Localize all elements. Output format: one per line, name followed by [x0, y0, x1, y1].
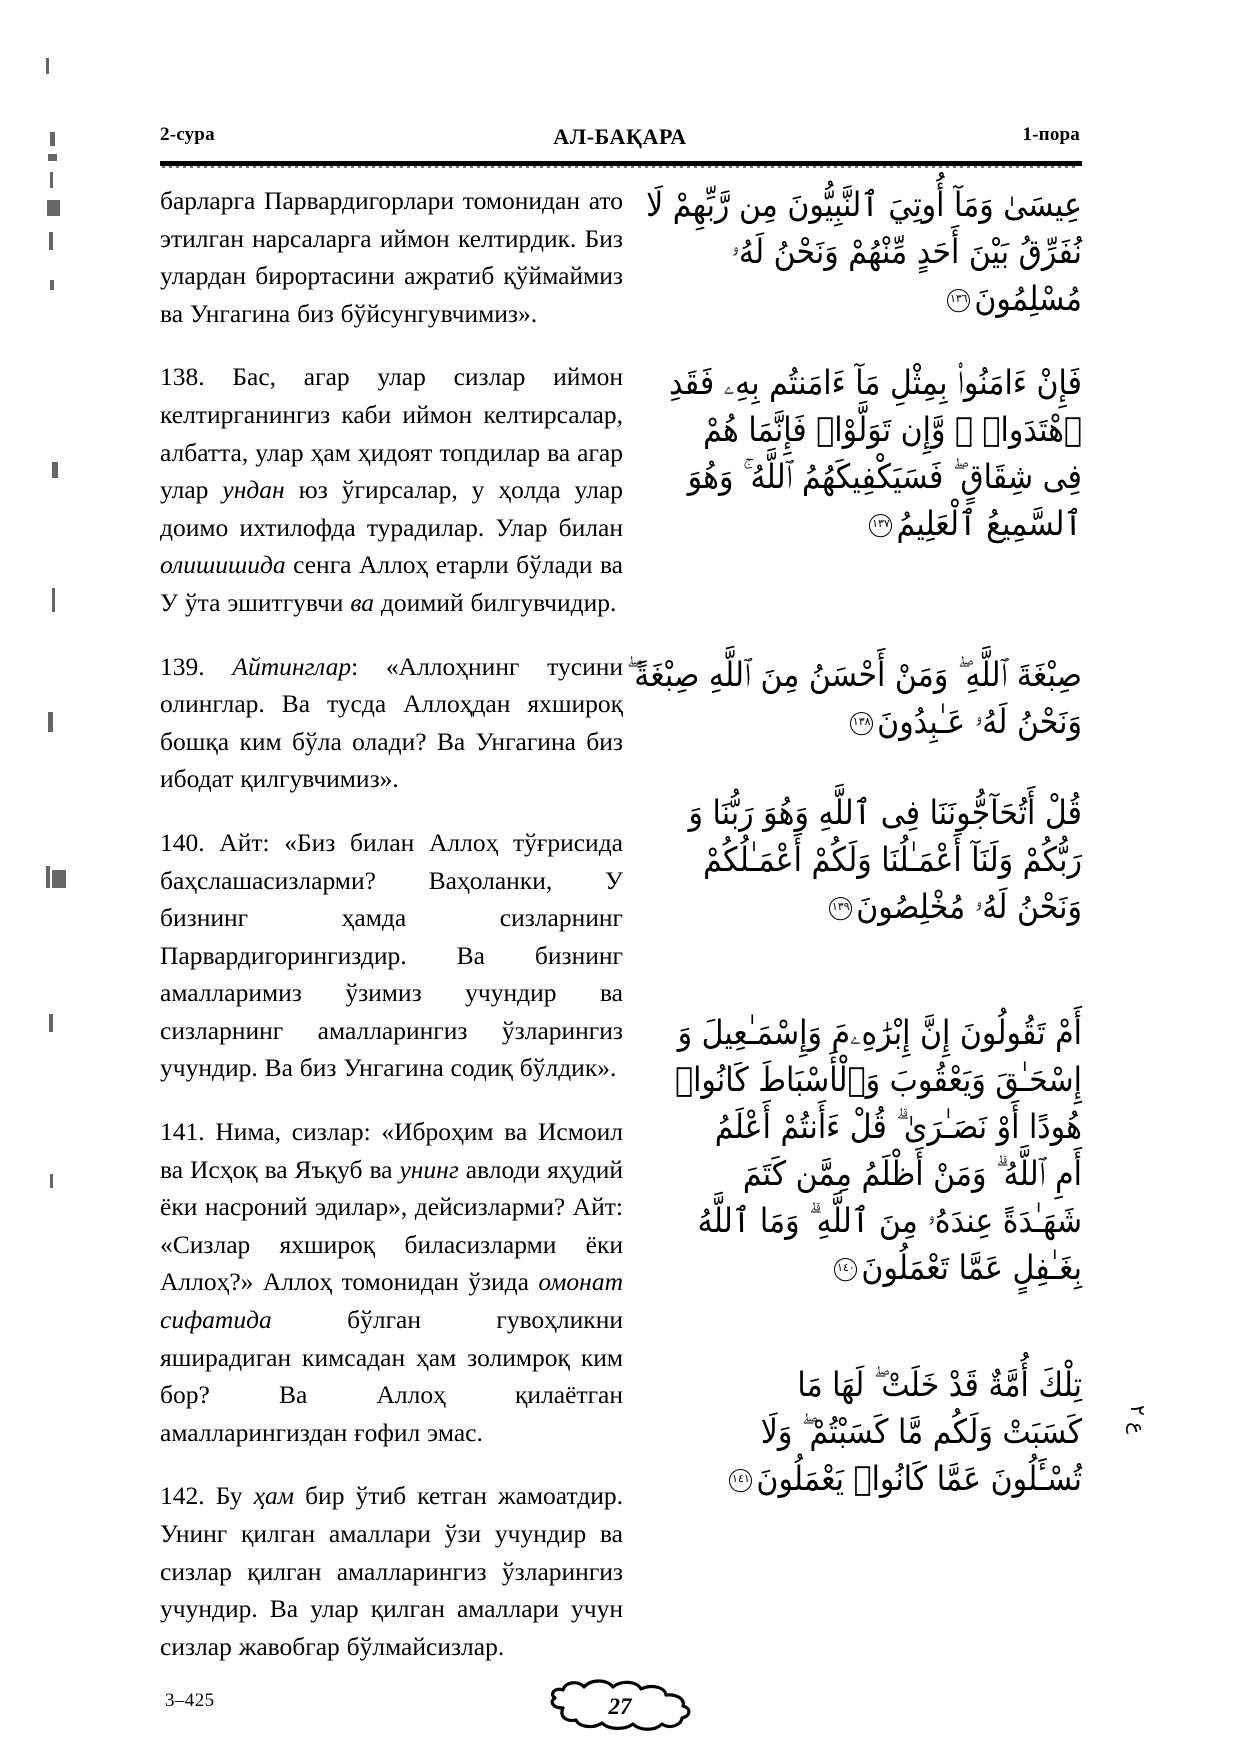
emphasis-text: ва: [350, 587, 374, 617]
arabic-line: هُودًا أَوْ نَصَـٰرَىٰ ۗ قُلْ ءَأَنتُمْ أَعْلَمُ: [714, 1107, 1082, 1148]
verse-number-marker: ١٣٩: [829, 897, 852, 920]
arabic-verse-block: [626, 652, 1082, 746]
body-text: сенга Аллоҳ етарли бўлади ва У ўта эшитгувчи: [160, 550, 623, 617]
paragraph-138: [160, 358, 623, 621]
body-text: 140. Айт: «Биз билан Аллоҳ тўғрисида баҳслашасизларми? Ваҳоланки, У бизнинг ҳамда сизларнинг Парвардигорингиздир. Ва бизнинг амалларимиз ўзимиз учундир ва сизларнинг амалларингиз ўзларингиз учундир. Ва биз Унгагина содиқ бўлдик».: [160, 827, 623, 1083]
emphasis-text: Айтинглар: [232, 651, 352, 681]
footer-signature-code: 3–425: [165, 1690, 215, 1711]
margin-juz-mark: ع ٢: [1126, 1405, 1150, 1435]
body-text: доимий билгувчидир.: [373, 587, 617, 617]
body-text: бўлган гувоҳликни яширадиган кимсадан ҳам золимроқ ким бор? Ва Аллоҳ қилаётган амалларингиздан ғофил эмас.: [160, 1305, 623, 1447]
paragraph-140: [160, 824, 623, 1087]
arabic-line: تِلْكَ أُمَّةٌ قَدْ خَلَتْ ۖ لَهَا مَا: [797, 1365, 1082, 1406]
arabic-line: أَمْ تَقُولُونَ إِنَّ إِبْرَٰهِۦمَ وَإِسْمَـٰعِيلَ وَ: [677, 1013, 1082, 1054]
arabic-line: وَنَحْنُ لَهُۥ عَـٰبِدُونَ١٣٨: [652, 696, 1082, 749]
paragraph-142: [160, 1477, 623, 1665]
arabic-verse-block: [652, 360, 1082, 548]
verse-number-marker: ١٤١: [729, 1469, 752, 1492]
emphasis-text: омонат сифатида: [160, 1267, 623, 1335]
body-text: барларга Парвардигорлари томонидан ато этилган нарсаларга иймон келтирдик. Биз улардан бирортасини ажратиб қўймаймиз ва Унгагина биз бўйсунгувчимиз».: [160, 186, 623, 328]
arabic-line: كَسَبَتْ وَلَكُم مَّا كَسَبْتُمْ ۖ وَلَا: [760, 1412, 1082, 1453]
arabic-line: فِى شِقَاقٍ ۖ فَسَيَكْفِيكَهُمُ ٱللَّهُ ۚ وَهُوَ: [687, 457, 1082, 498]
arabic-verse-block: [652, 1010, 1082, 1292]
running-head-juz: 1-пора: [1022, 124, 1080, 145]
arabic-verse-block: [646, 182, 1082, 323]
paragraph-141: [160, 1113, 623, 1451]
arabic-line: صِبْغَةَ ٱللَّهِ ۖ وَمَنْ أَحْسَنُ مِنَ ٱللَّهِ صِبْغَةً ۖ: [626, 655, 1082, 696]
paragraph-139: [160, 648, 623, 798]
body-text: авлоди яҳудий ёки насроний эдилар», дейсизларми? Айт: «Сизлар яхшироқ биласизларми ёки Аллоҳ?» Аллоҳ томонидан ўзида: [160, 1154, 623, 1297]
body-text: юз ўгирсалар, у ҳолда улар доимо ихтилофда турадилар. Улар билан: [160, 475, 623, 542]
arabic-line: ٱلسَّمِيعُ ٱلْعَلِيمُ١٣٧: [652, 498, 1082, 551]
translation-column: [160, 182, 623, 1691]
arabic-line: شَهَـٰدَةً عِندَهُۥ مِنَ ٱللَّهِ ۗ وَمَا ٱللَّهُ: [697, 1201, 1082, 1242]
arabic-line: أَمِ ٱللَّهُ ۗ وَمَنْ أَظْلَمُ مِمَّن كَتَمَ: [742, 1154, 1082, 1195]
body-text: 139.: [160, 651, 233, 681]
page-number-ornament: [545, 1678, 695, 1732]
paragraph-continued: [160, 182, 623, 332]
verse-number-marker: ١٣٦: [947, 289, 970, 312]
arabic-line: رَبُّكُمْ وَلَنَآ أَعْمَـٰلُنَا وَلَكُمْ أَعْمَـٰلُكُمْ: [703, 840, 1082, 881]
arabic-line: إِسْحَـٰقَ وَيَعْقُوبَ وَٱلْأَسْبَاطَ كَانُوا۟: [675, 1060, 1082, 1101]
verse-number-marker: ١٤٠: [834, 1258, 857, 1281]
emphasis-text: олишишида: [160, 550, 286, 580]
body-text: 141. Нима, сизлар: «Иброҳим ва Исмоил ва Исҳоқ ва Яъқуб ва: [160, 1117, 623, 1184]
arabic-line: وَنَحْنُ لَهُۥ مُخْلِصُونَ١٣٩: [652, 881, 1082, 934]
body-text: 138. Бас, агар улар сизлар иймон келтирганингиз каби иймон келтирсалар, албатта, улар ҳам ҳидоят топдилар ва агар улар: [160, 362, 623, 505]
arabic-line: عِيسَىٰ وَمَآ أُوتِيَ ٱلنَّبِيُّونَ مِن رَّبِّهِمْ لَا: [646, 185, 1082, 226]
arabic-line: ٱهْتَدَوا۟ ۖ وَّإِن تَوَلَّوْا۟ فَإِنَّمَا هُمْ: [703, 410, 1082, 451]
arabic-verse-block: [652, 1362, 1082, 1503]
arabic-line: تُسْـَٔلُونَ عَمَّا كَانُوا۟ يَعْمَلُونَ١٤١: [652, 1453, 1082, 1506]
verse-number-marker: ١٣٧: [869, 514, 892, 537]
arabic-line: فَإِنْ ءَامَنُوا۟ بِمِثْلِ مَآ ءَامَنتُم بِهِۦ فَقَدِ: [668, 363, 1082, 404]
body-text: : «Аллоҳнинг тусини олинглар. Ва тусда Аллоҳдан яхшироқ бошқа ким бўла олади? Ва Унгагина биз ибодат қилгувчимиз».: [160, 651, 624, 794]
arabic-line: بِغَـٰفِلٍ عَمَّا تَعْمَلُونَ١٤٠: [652, 1242, 1082, 1295]
running-head-sura: 2-сура: [160, 124, 215, 145]
arabic-line: قُلْ أَتُحَآجُّونَنَا فِى ٱللَّهِ وَهُوَ رَبُّنَا وَ: [688, 793, 1082, 834]
emphasis-text: ундан: [222, 475, 285, 505]
verse-number-marker: ١٣٨: [850, 712, 873, 735]
page-number: 27: [608, 1694, 632, 1719]
emphasis-text: унинг: [399, 1154, 459, 1184]
running-head-title: АЛ-БАҚАРА: [553, 124, 687, 149]
running-head: [160, 124, 1080, 158]
emphasis-text: ҳам: [253, 1481, 294, 1511]
arabic-line: نُفَرِّقُ بَيْنَ أَحَدٍ مِّنْهُمْ وَنَحْنُ لَهُۥ: [731, 232, 1082, 273]
page-body: [160, 182, 1082, 1661]
header-rule: [160, 161, 1082, 166]
body-text: бир ўтиб кетган жамоатдир. Унинг қилган амаллари ўзи учундир ва сизлар қилган амалларингиз ўзларингиз учундир. Ва улар қилган амаллари учун сизлар жавобгар бўлмайсизлар.: [160, 1481, 623, 1661]
arabic-line: مُسْلِمُونَ١٣٦: [652, 273, 1082, 326]
body-text: 142. Бу: [160, 1481, 254, 1511]
arabic-verse-block: [652, 790, 1082, 931]
